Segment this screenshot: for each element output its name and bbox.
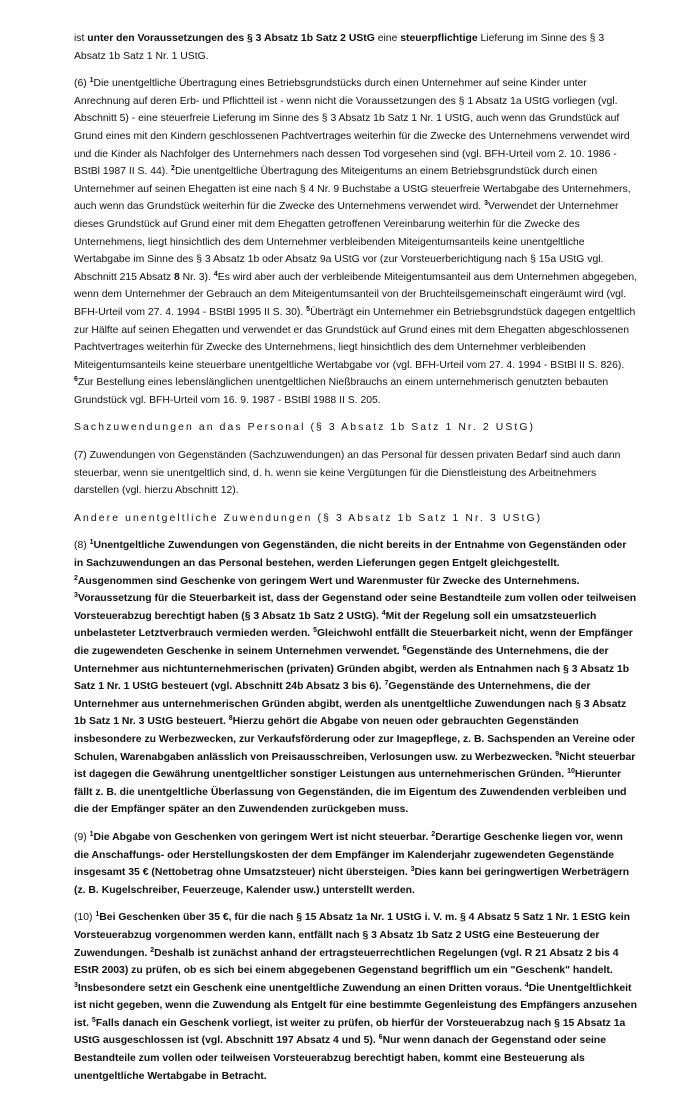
paragraph-8: [74, 537, 638, 819]
sentence: Gleichwohl entfällt die Steuerbarkeit nicht, wenn der Empfänger die zugewendeten Geschenke in seinem Unternehmen verwendet.: [74, 628, 633, 657]
sentence-number: 2: [171, 165, 175, 173]
sentence: Die unentgeltliche Übertragung eines Betriebsgrundstücks durch einen Unternehmer auf seine Kinder unter Anrechnung auf deren Erb- und Pflichtteil ist - wenn nicht die Voraussetzungen des § 1 Absatz 1a UStG vorliegen (vgl. Abschnitt 5) - eine steuerfreie Lieferung im Sinne des § 3 Absatz 1b Satz 1 Nr. 1 UStG, auch wenn das Grundstück auf Grund eines mit den Kindern geschlossenen Pachtvertrages weiterhin für die Zwecke des Unternehmens verwendet wird und die Kinder als Nachfolger des Unternehmers nach dessen Tod vorgesehen sind (vgl. BFH-Urteil vom 2. 10. 1986 - BStBl 1987 II S. 44).: [74, 78, 630, 178]
sentence-number: 5: [306, 305, 311, 313]
sentence-number: 3: [484, 200, 488, 208]
section-heading-other-gifts: Andere unentgeltliche Zuwendungen (§ 3 Absatz 1b Satz 1 Nr. 3 UStG): [74, 512, 543, 524]
sentence: Nr. 3).: [179, 271, 214, 283]
sentence-number: 4: [381, 609, 386, 617]
sentence: Insbesondere setzt ein Geschenk eine unentgeltliche Zuwendung an einen Dritten voraus.: [77, 982, 525, 994]
intro-paragraph: [74, 30, 638, 65]
sentence-number: 7: [384, 680, 389, 688]
paragraph-6: [74, 75, 638, 409]
sentence-number: 3: [74, 592, 78, 600]
paragraph-10: [74, 909, 638, 1085]
sentence: Zur Bestellung eines lebenslänglichen unentgeltlichen Nießbrauchs an einem unternehmerisch genutzten bebauten Grundstück vgl. BFH-Urteil vom 16. 9. 1987 - BStBl 1988 II S. 205.: [74, 377, 609, 406]
paragraph-number: (10): [74, 912, 96, 924]
text-bold: steuerpflichtige: [400, 33, 478, 44]
sentence-number: 10: [567, 768, 575, 776]
paragraph-7: (7) Zuwendungen von Gegenständen (Sachzuwendungen) an das Personal für dessen privaten Bedarf sind auch dann steuerbar, wenn sie unentgeltlich sind, d. h. wenn sie keine Vergütungen für die Dienstleistung des Arbeitnehmers darstellen (vgl. hierzu Abschnitt 12).: [74, 450, 621, 497]
sentence: Dies kann bei geringwertigen Werbeträgern (z. B. Kugelschreiber, Feuerzeuge, Kalender usw.) unterstellt werden.: [74, 867, 630, 896]
sentence: Falls danach ein Geschenk vorliegt, ist weiter zu prüfen, ob hierfür der Vorsteuerabzug nach § 15 Absatz 1a UStG ausgeschlossen ist (vgl. Abschnitt 197 Absatz 4 und 5).: [74, 1017, 626, 1047]
sentence-number: 6: [378, 1034, 383, 1042]
sentence-number: 5: [91, 1016, 96, 1024]
sentence: Die Unentgeltlichkeit ist nicht gegeben, wenn die Zuwendung als Entgelt für eine bestimmte Gegenleistung des Empfängers anzusehen ist.: [74, 982, 637, 1029]
sentence: Derartige Geschenke liegen vor, wenn die Anschaffungs- oder Herstellungskosten der dem Empfänger im Kalenderjahr zugewendeten Gegenstände insgesamt 35 € (Nettobetrag ohne Umsatzsteuer) nicht übersteigen.: [74, 831, 623, 879]
sentence-number: 9: [555, 750, 560, 758]
sentence-number: 4: [524, 981, 529, 989]
sentence-number: 6: [402, 645, 407, 652]
paragraph-number: (6): [74, 78, 90, 90]
sentence-number: 1: [95, 911, 100, 919]
paragraph-number: (9): [74, 831, 90, 843]
text: Lieferung im Sinne des § 3 Absatz 1b Satz 1 Nr. 1 UStG.: [74, 33, 605, 62]
sentence: Nicht steuerbar ist dagegen die Gewährung unentgeltlicher sonstiger Leistungen aus unternehmerischen Gründen.: [74, 751, 636, 781]
sentence: Bei Geschenken über 35 €, für die nach § 15 Absatz 1a Nr. 1 UStG i. V. m. § 4 Absatz 5 Satz 1 Nr. 1 EStG kein Vorsteuerabzug vorgenommen werden kann, entfällt nach § 3 Absatz 1b Satz 2 UStG eine Besteuerung der Zuwendungen.: [74, 912, 630, 959]
sentence: Mit der Regelung soll ein umsatzsteuerlich unbelasteter Letztverbrauch vermieden werden.: [74, 610, 597, 640]
sentence: Gegenstände des Unternehmens, die der Unternehmer aus unternehmerischen Gründen abgibt, werden als unentgeltliche Zuwendungen nach § 3 Absatz 1b Satz 1 Nr. 3 UStG besteuert.: [74, 681, 627, 728]
sentence-number: 2: [431, 830, 436, 838]
sentence: Ausgenommen sind Geschenke von geringem Wert und Warenmuster für Zwecke des Unternehmens.: [77, 575, 580, 587]
paragraph-9: [74, 829, 638, 899]
sentence: Hierzu gehört die Abgabe von neuen oder gebrauchten Gegenständen insbesondere zu Werbezwecken, zur Verkaufsförderung oder zur Imagepflege, z. B. Sachspenden an Vereine oder Schulen, Warenabgaben anlässlich von Preisausschreiben, Verlosungen usw. zu Werbezwecken.: [74, 716, 636, 763]
document-page: [74, 30, 638, 1095]
sentence: Es wird aber auch der verbleibende Miteigentumsanteil aus dem Unternehmen abgegeben, wenn dem Unternehmer der Gebrauch an dem Miteigentumsanteil von der Bruchteilsgemeinschaft eingeräumt wird (vgl. BFH-Urteil vom 27. 4. 1994 - BStBl 1995 II S. 30).: [74, 271, 638, 318]
sentence: Unentgeltliche Zuwendungen von Gegenständen, die nicht bereits in der Entnahme von Gegenständen oder in Sachzuwendungen an das Personal bestehen, werden Lieferungen gegen Entgelt gleichgestellt.: [74, 540, 627, 570]
sentence: Verwendet der Unternehmer dieses Grundstück auf Grund einer mit dem Ehegatten getroffenen Vereinbarung weiterhin für die Zwecke des Unternehmens, liegt hinsichtlich des dem Unternehmer verbleibenden Miteigentumsanteils keine unentgeltliche Wertabgabe im Sinne des § 3 Absatz 1b oder Absatz 9a UStG vor (zur Vorsteuerberichtigung nach § 15a UStG vgl. Abschnitt 215 Absatz: [74, 201, 619, 283]
sentence-number: 3: [410, 866, 415, 874]
sentence-number: 1: [89, 539, 94, 547]
sentence: Gegenstände des Unternehmens, die der Unternehmer aus nichtunternehmerischen (privaten) Gründen abgibt, werden als Entnahmen nach § 3 Absatz 1b Satz 1 Nr. 1 UStG besteuert (vgl. Abschnitt 24b Absatz 3 bis 6).: [74, 646, 630, 693]
section-heading-personal: Sachzuwendungen an das Personal (§ 3 Absatz 1b Satz 1 Nr. 2 UStG): [74, 422, 536, 434]
text-bold: 8: [173, 271, 180, 283]
text: eine: [374, 33, 401, 44]
sentence: Hierunter fällt z. B. die unentgeltliche Überlassung von Gegenständen, die im Eigentum des Zuwendenden verbleiben und die der Empfänger später an den Zuwendenden zurückgeben muss.: [74, 769, 627, 816]
text: ist: [74, 33, 88, 44]
sentence-number: 4: [213, 270, 218, 278]
sentence: Deshalb ist zunächst anhand der ertragsteuerrechtlichen Regelungen (vgl. R 21 Absatz 2 bis 4 EStR 2003) zu prüfen, ob es sich bei einem abgegebenen Gegenstand begrifflich um ein "Geschenk" handelt.: [74, 947, 619, 977]
paragraph-number: (8): [74, 540, 90, 552]
sentence-number: 5: [313, 627, 317, 635]
sentence-number: 2: [150, 946, 155, 954]
text-bold: unter den Voraussetzungen des § 3 Absatz 1b Satz 2 UStG: [87, 33, 375, 44]
sentence: Die Abgabe von Geschenken von geringem Wert ist nicht steuerbar.: [93, 831, 432, 843]
sentence: Voraussetzung für die Steuerbarkeit ist, dass der Gegenstand oder seine Bestandteile zum vollen oder teilweisen Vorsteuerabzug berechtigt haben (§ 3 Absatz 1b Satz 2 UStG).: [74, 593, 637, 622]
sentence-number: 1: [89, 77, 94, 85]
sentence-number: 1: [89, 830, 94, 838]
sentence-number: 6: [74, 376, 78, 384]
sentence: Die unentgeltliche Übertragung des Miteigentums an einem Betriebsgrundstück durch einen Unternehmer auf seinen Ehegatten ist eine nach § 4 Nr. 9 Buchstabe a UStG steuerfreie Wertabgabe des Unternehmers, auch wenn das Grundstück weiterhin für die Zwecke des Unternehmens verwendet wird.: [74, 166, 631, 213]
sentence-number: 2: [74, 574, 78, 582]
sentence: Überträgt ein Unternehmer ein Betriebsgrundstück dagegen entgeltlich zur Hälfte auf seinen Ehegatten und verwendet er das Grundstück auf Grund eines mit dem Ehegatten abgeschlossenen Pachtvertrages weiterhin für Zwecke des Unternehmens, liegt hinsichtlich des dem Unternehmer verbleibenden Miteigentumsanteils keine steuerbare unentgeltliche Wertabgabe vor (vgl. BFH-Urteil vom 27. 4. 1994 - BStBl II S. 826).: [74, 306, 636, 371]
sentence-number: 8: [228, 715, 233, 723]
sentence-number: 3: [74, 981, 78, 989]
sentence: Nur wenn danach der Gegenstand oder seine Bestandteile zum vollen oder teilweisen Vorsteuerabzug berechtigt haben, kommt eine Besteuerung als unentgeltliche Wertabgabe in Betracht.: [74, 1035, 607, 1082]
